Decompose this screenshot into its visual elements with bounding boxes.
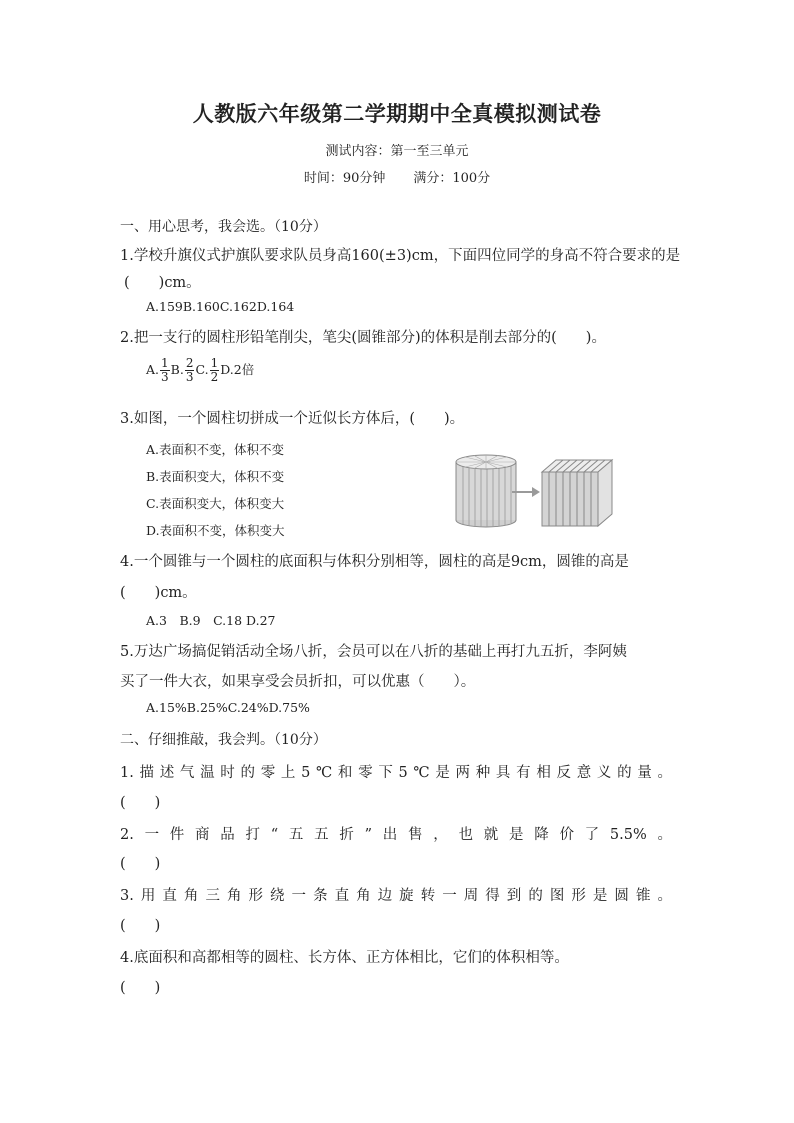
frac-a-num: 1 (161, 356, 169, 370)
section2-heading: 二、仔细推敲，我会判。（10分） (120, 732, 327, 748)
time-label: 时间：90分钟 (303, 171, 386, 186)
section1-heading: 一、用心思考，我会选。（10分） (120, 219, 327, 235)
judge-item-2-paren: ( ) (120, 856, 161, 872)
q2-opt-c: C. (195, 362, 209, 377)
judge-item-1: 1.描述气温时的零上5℃和零下5℃是两种具有相反意义的量。 (120, 765, 672, 781)
frac-c-den: 2 (210, 370, 219, 384)
q3-option-a: A.表面积不变，体积不变 (146, 442, 285, 457)
judge-item-4: 4.底面积和高都相等的圆柱、长方体、正方体相比，它们的体积相等。 (120, 950, 569, 966)
frac-a-den: 3 (161, 370, 169, 384)
test-content: 测试内容：第一至三单元 (325, 144, 469, 159)
q3-option-d: D.表面积不变，体积变大 (146, 523, 285, 538)
q2-opt-a: A. (146, 362, 160, 377)
judge-item-2: 2.一件商品打“五五折”出售，也就是降价了5.5%。 (120, 827, 672, 843)
q1-line2: ( )cm。 (124, 275, 201, 291)
cylinder-to-cuboid-figure (450, 450, 620, 530)
q3-option-b: B.表面积变大，体积不变 (146, 469, 285, 484)
judge-item-3-paren: ( ) (120, 918, 161, 934)
q5-line1: 5.万达广场搞促销活动全场八折，会员可以在八折的基础上再打九五折，李阿姨 (120, 644, 627, 660)
q3-option-c: C.表面积变大，体积变大 (146, 496, 285, 511)
q5-options: A.15%B.25%C.24%D.75% (146, 700, 310, 715)
q2-text: 2.把一支行的圆柱形铅笔削尖，笔尖(圆锥部分)的体积是削去部分的( )。 (120, 330, 606, 346)
time-score-line (0, 167, 794, 186)
judge-item-3: 3.用直角三角形绕一条直角边旋转一周得到的图形是圆锥。 (120, 888, 672, 904)
frac-b-den: 3 (185, 370, 194, 384)
q4-line1: 4.一个圆锥与一个圆柱的底面积与体积分别相等，圆柱的高是9cm，圆锥的高是 (120, 554, 629, 570)
sliced-cylinder (456, 455, 516, 527)
q1-line1: 1.学校升旗仪式护旗队要求队员身高160(±3)cm，下面四位同学的身高不符合要求的是 (120, 248, 681, 264)
q2-options (146, 357, 254, 384)
q2-frac-b (185, 357, 195, 384)
score-label: 满分：100分 (413, 171, 491, 186)
judge-item-1-paren: ( ) (120, 795, 161, 811)
page-title: 人教版六年级第二学期期中全真模拟测试卷 (192, 101, 602, 126)
q5-line2: 买了一件大衣，如果享受会员折扣，可以优惠（ ）。 (120, 674, 476, 690)
q3-text: 3.如图，一个圆柱切拼成一个近似长方体后，( )。 (120, 411, 465, 427)
frac-c-num: 1 (210, 356, 219, 370)
q4-line2: ( )cm。 (120, 585, 197, 601)
q2-opt-b: B. (170, 362, 184, 377)
q2-frac-a (160, 357, 170, 384)
frac-b-num: 2 (185, 356, 194, 370)
q4-options: A.3 B.9 C.18 D.27 (146, 613, 276, 628)
approx-cuboid (542, 460, 612, 526)
q2-frac-c (210, 357, 220, 384)
q2-opt-d: D.2倍 (220, 362, 255, 377)
q1-options: A.159B.160C.162D.164 (146, 299, 295, 314)
judge-item-4-paren: ( ) (120, 980, 161, 996)
